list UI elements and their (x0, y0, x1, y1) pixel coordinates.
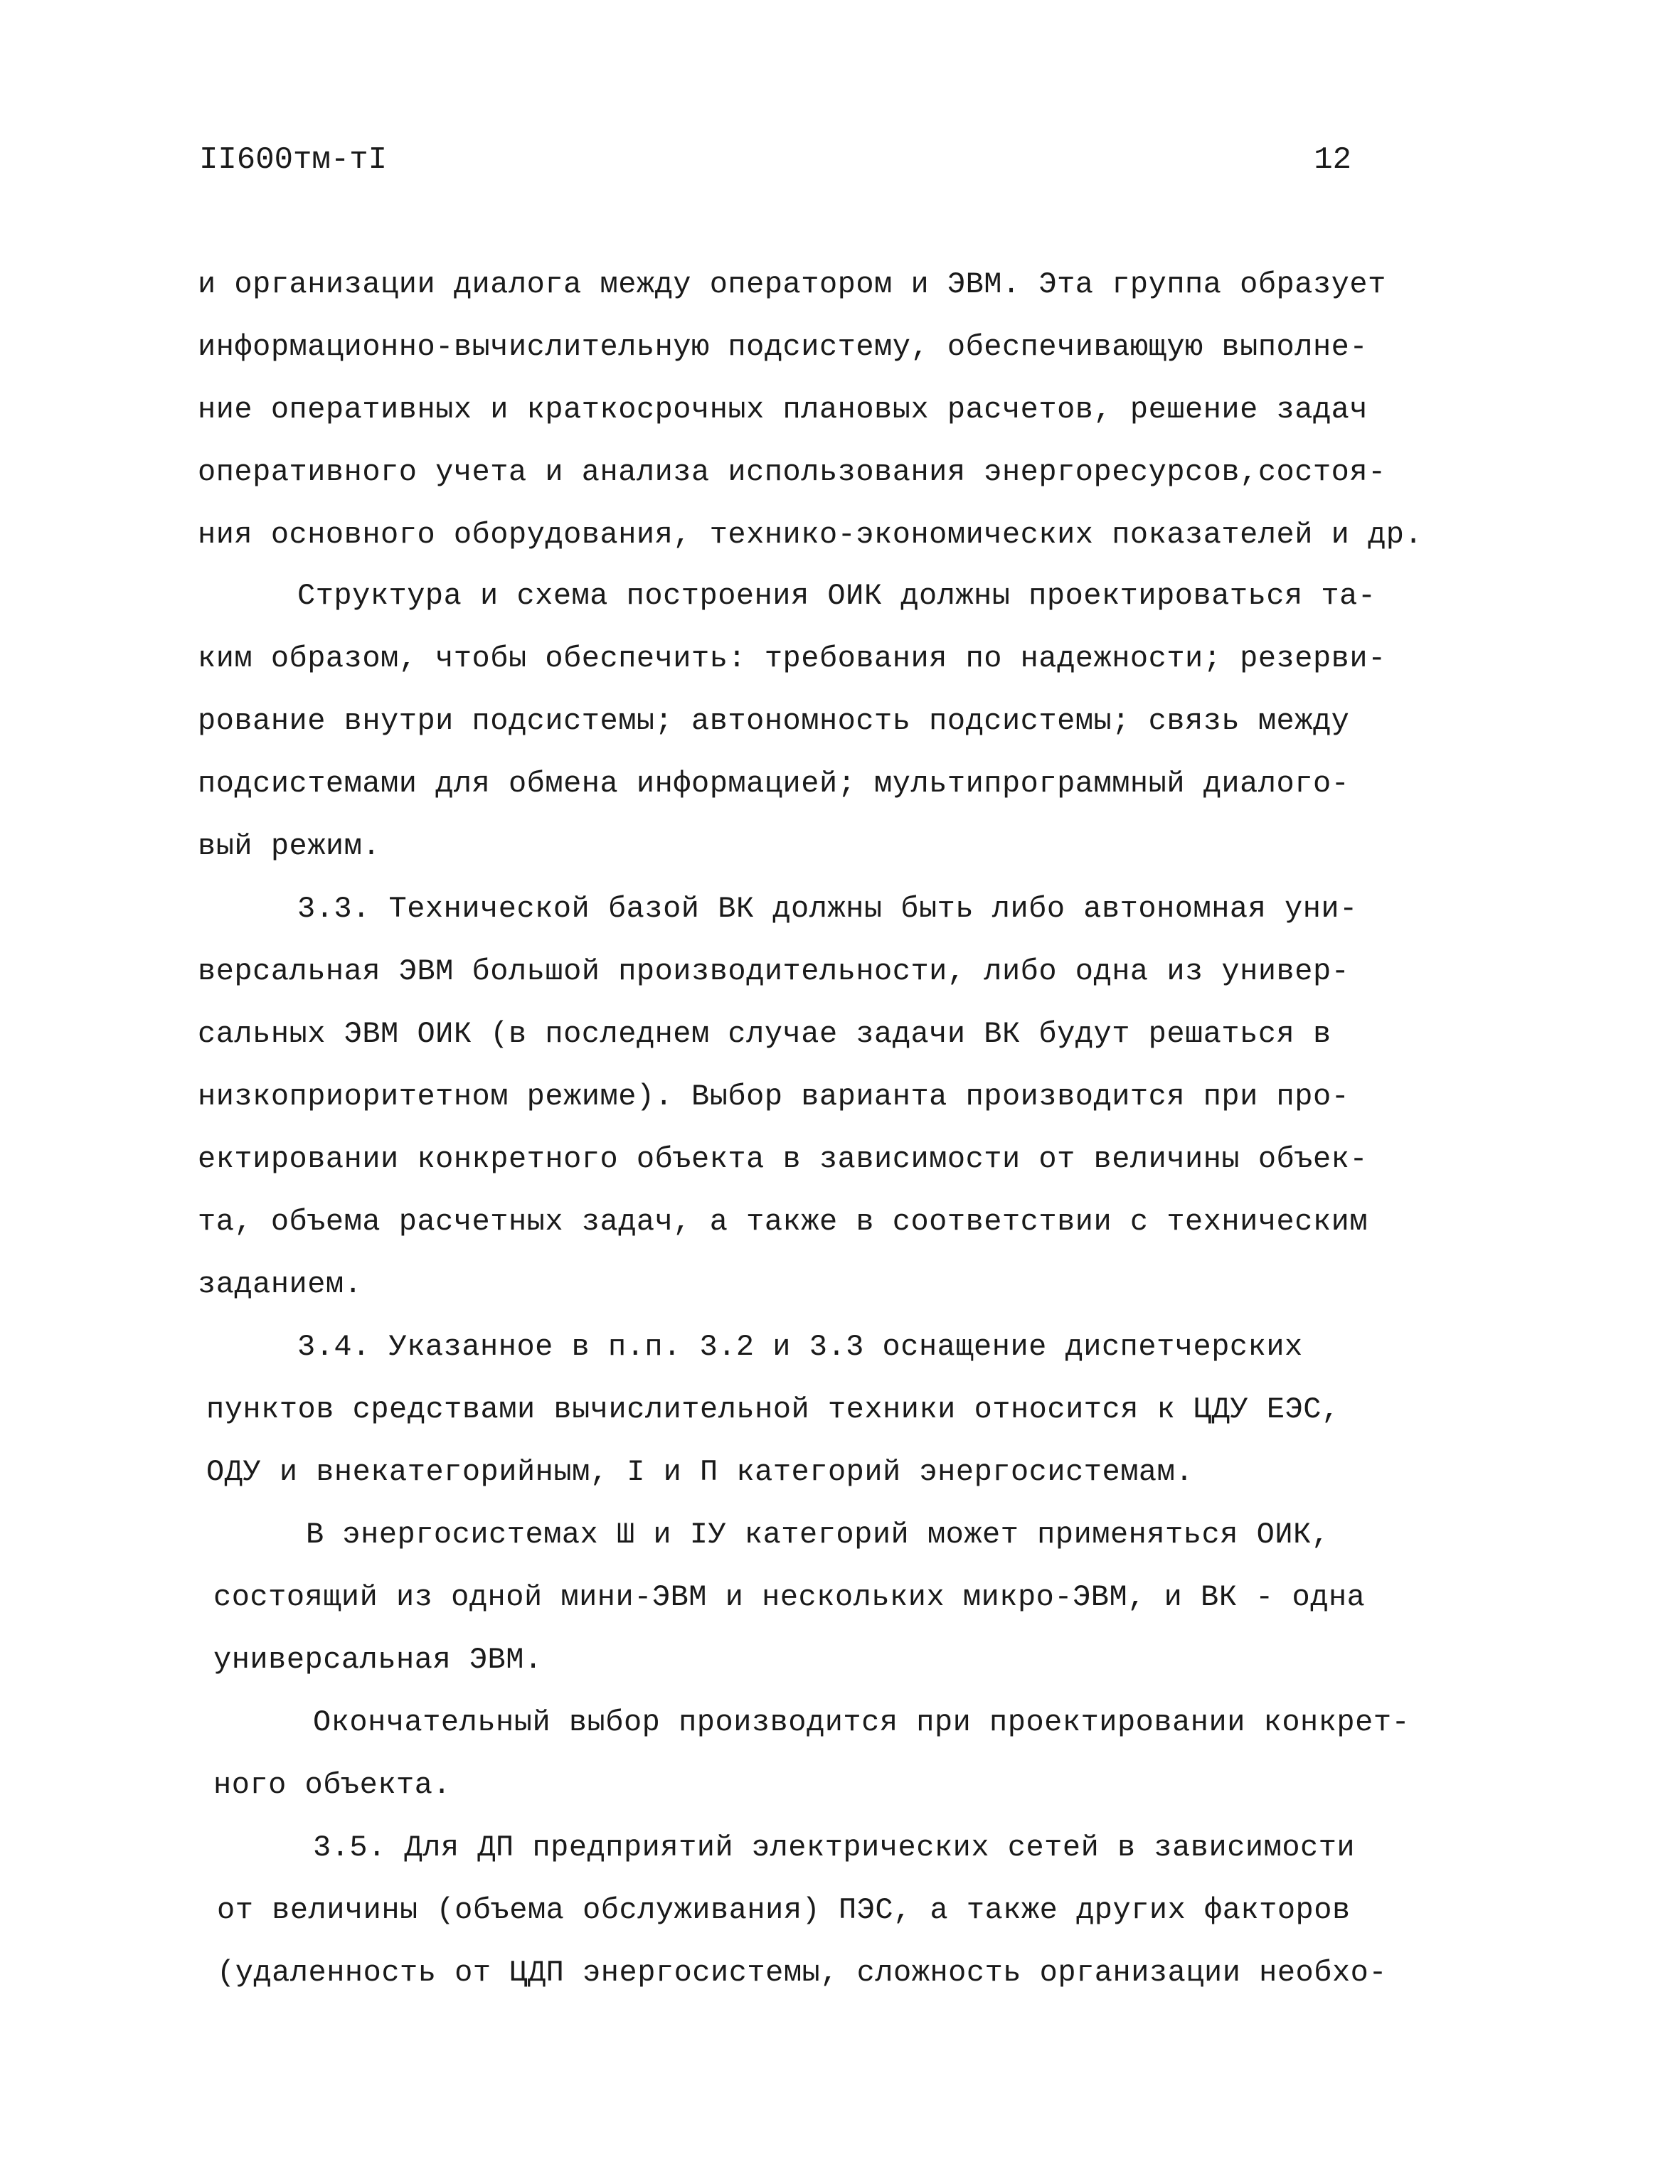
text-line: оперативного учета и анализа использования энергоресурсов,состоя- (198, 455, 1386, 489)
text-line: ОДУ и внекатегорийным, I и П категорий энергосистемам. (206, 1455, 1194, 1489)
text-line: и организации диалога между оператором и ЭВМ. Эта группа образует (198, 267, 1386, 302)
text-line: ние оперативных и краткосрочных плановых расчетов, решение задач (198, 393, 1368, 427)
text-line: та, объема расчетных задач, а также в соответствии с техническим (198, 1205, 1368, 1239)
page-header (199, 142, 1351, 185)
text-line: подсистемами для обмена информацией; мультипрограммный диалого- (198, 767, 1350, 801)
text-line: Окончательный выбор производится при проектировании конкрет- (313, 1705, 1410, 1740)
text-line: пунктов средствами вычислительной техники относится к ЦДУ ЕЭС, (206, 1392, 1340, 1427)
text-line: ектировании конкретного объекта в зависимости от величины объек- (198, 1142, 1368, 1176)
text-line: 3.4. Указанное в п.п. 3.2 и 3.3 оснащение диспетчерских (297, 1330, 1303, 1364)
text-line: В энергосистемах Ш и IУ категорий может применяться ОИК, (306, 1518, 1330, 1552)
text-line: ния основного оборудования, технико-экономических показателей и др. (198, 518, 1423, 552)
text-line: сальных ЭВМ ОИК (в последнем случае задачи ВК будут решаться в (198, 1017, 1331, 1051)
page-number: 12 (1314, 142, 1351, 178)
text-line: ким образом, чтобы обеспечить: требования по надежности; резерви- (198, 641, 1386, 676)
text-line: рование внутри подсистемы; автономность подсистемы; связь между (198, 704, 1350, 738)
text-line: состоящий из одной мини-ЭВМ и нескольких микро-ЭВМ, и ВК - одна (213, 1580, 1366, 1614)
text-line: 3.5. Для ДП предприятий электрических сетей в зависимости (313, 1831, 1356, 1865)
text-line: версальная ЭВМ большой производительности, либо одна из универ- (198, 954, 1350, 989)
text-line: вый режим. (198, 829, 381, 863)
text-line: информационно-вычислительную подсистему, обеспечивающую выполне- (198, 330, 1368, 364)
text-line: ного объекта. (213, 1768, 452, 1802)
text-line: 3.3. Технической базой ВК должны быть либо автономная уни- (297, 892, 1358, 926)
document-code: II600тм-тI (199, 142, 388, 178)
text-line: универсальная ЭВМ. (213, 1643, 543, 1677)
text-line: Структура и схема построения ОИК должны проектироваться та- (297, 579, 1376, 613)
text-line: от величины (объема обслуживания) ПЭС, а также других факторов (217, 1893, 1351, 1927)
text-line: низкоприоритетном режиме). Выбор варианта производится при про- (198, 1080, 1350, 1114)
text-line: (удаленность от ЦДП энергосистемы, сложность организации необхо- (217, 1956, 1388, 1990)
text-line: заданием. (198, 1267, 363, 1301)
